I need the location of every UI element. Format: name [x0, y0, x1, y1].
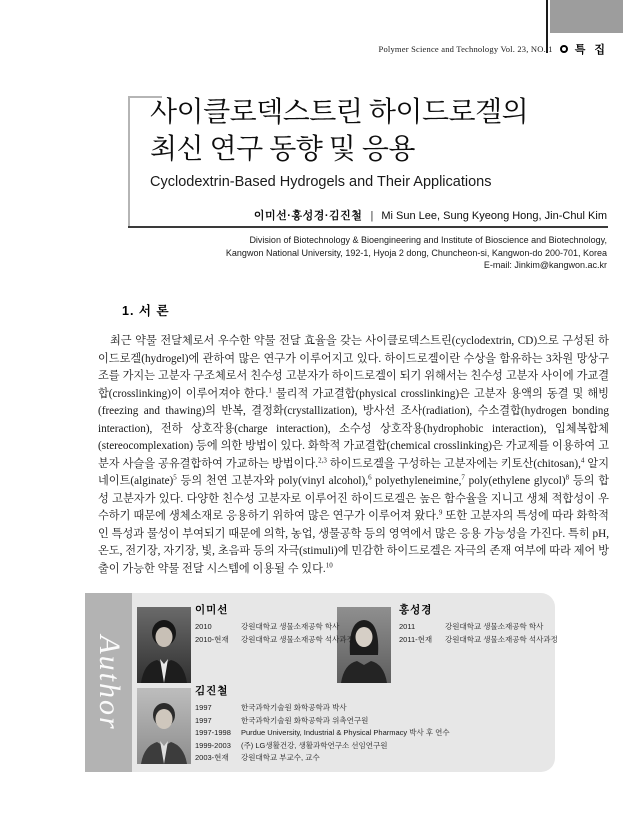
author-history-row [399, 634, 558, 647]
reference-superscript: 10 [325, 560, 333, 569]
history-year: 2011-현재 [399, 634, 433, 644]
reference-superscript: 1 [268, 385, 272, 394]
history-year: 1997 [195, 715, 212, 725]
affiliation [226, 234, 607, 272]
author-history-rows [195, 702, 450, 765]
author-history-row [195, 752, 450, 765]
history-description: (주) LG생활건강, 생활과학연구소 선임연구원 [241, 740, 388, 750]
history-year: 2010 [195, 622, 212, 631]
reference-superscript: 9 [438, 508, 443, 517]
reference-superscript: 7 [461, 473, 465, 482]
history-description: 강원대학교 부교수, 교수 [241, 753, 320, 762]
section-heading-introduction: 1. 서 론 [122, 304, 170, 318]
author-name: 홍성경 [399, 604, 433, 616]
history-year: 1999-2003 [195, 740, 231, 750]
history-description: 한국과학기술원 화학공학과 위촉연구원 [241, 715, 369, 725]
reference-superscript: 5 [173, 473, 177, 482]
author-bio-1 [195, 602, 354, 646]
history-year: 2011 [399, 622, 416, 631]
author-name: 이미선 [195, 604, 229, 616]
author-name: 김진철 [195, 685, 229, 697]
author-bio-2 [399, 602, 558, 646]
author-sidebar [85, 593, 132, 772]
corner-gray-box [550, 0, 623, 33]
history-description: 강원대학교 생물소재공학 석사과정 [241, 634, 354, 644]
reference-superscript: 2,3 [318, 455, 327, 464]
history-description: Purdue University, Industrial & Physical Pharmacy 박사 후 연수 [241, 728, 450, 737]
page-header [379, 41, 608, 57]
article-title-line1: 사이클로덱스트린 하이드로겔의 [150, 97, 529, 128]
author-bio-3 [195, 683, 450, 765]
affiliation-line1: Division of Biotechnology & Bioengineering and Institute of Bioscience and Biotechnology, [249, 235, 607, 245]
history-year: 1997-1998 [195, 728, 231, 737]
history-year: 2003-현재 [195, 753, 229, 762]
reference-superscript: 8 [565, 473, 570, 482]
reference-superscript: 6 [368, 473, 372, 482]
author-photo-1 [137, 607, 191, 683]
author-history-row [399, 621, 558, 634]
affiliation-email: E-mail: Jinkim@kangwon.ac.kr [483, 260, 607, 270]
author-history-row [195, 715, 450, 728]
author-history-rows [399, 621, 558, 646]
history-description: 강원대학교 생물소재공학 석사과정 [445, 634, 558, 644]
history-year: 1997 [195, 703, 212, 712]
history-description: 한국과학기술원 화학공학과 박사 [241, 703, 347, 712]
author-history-row [195, 634, 354, 647]
authors-korean: 이미선·홍성경·김진철 [253, 210, 363, 222]
author-history-rows [195, 621, 354, 646]
authors-english: Mi Sun Lee, Sung Kyeong Hong, Jin-Chul Kim [381, 210, 607, 222]
title-block-rule [128, 226, 608, 228]
reference-superscript: 4 [580, 455, 585, 464]
author-photo-3 [137, 688, 191, 764]
affiliation-line2: Kangwon National University, 192-1, Hyoja 2 dong, Chuncheon-si, Kangwon-do 200-701, Korea [225, 247, 607, 258]
author-history-row [195, 702, 450, 715]
introduction-paragraph: 최근 약물 전달체로서 우수한 약물 전달 효율을 갖는 사이클로덱스트린(cyclodextrin, CD)으로 구성된 하이드로겔(hydrogel)에 관하여 많은 연구가 이루어지고 있다. 하이드로겔이란 수상을 함유하는 3차원 망상구조를 가지는 고분자 구조체로서 친수성 고분자가 하이드로겔이 되기 위해서는 친수성 고분자 사이에 가교결합(crosslinking)이 이루어져야 한다.$^1$ 물리적 가교결합(physical crosslinking)은 고분자 용액의 동결 및 해빙(freezing and thawing)의 반복, 결정화(crystallization), 방사선 조사(radiation), 수소결합(hydrogen bonding interaction), 전하 상호작용(charge interaction), 소수성 상호작용(hydrophobic interaction), 입체복합체(stereocomplexation) 등에 의한 방법이 있다. 화학적 가교결합(chemical crosslinking)은 가교제를 이용하여 고분자 사슬을 공유결합하여 가교하는 방법이다.$^{2,3}$ 하이드로겔을 구성하는 고분자에는 키토산(chitosan),$^4$ 알지네이트(alginate)$^5$ 등의 천연 고분자와 poly(vinyl alcohol),$^6$ polyethyleneimine,$^7$ poly(ethylene glycol)$^8$ 등의 합성 고분자가 있다. 다양한 친수성 고분자로 이루어진 하이드로겔은 높은 함수율을 지니고 생체 적합성이 우수하기 때문에 생체소재로 응용하기 위하여 많은 연구가 이루어져 왔다.$^9$ 또한 고분자의 특성에 따라 화학적인 특성과 물성이 부여되기 때문에 의학, 농업, 생물공학 등의 영역에서 많은 응용 가능성을 가진다. 특히 pH, 온도, 전기장, 자기장, 빛, 초음파 등의 자극(stimuli)에 민감한 하이드로겔은 자극의 존재 여부에 따라 제어 방출이 가능한 약물 전달 시스템에 이용될 수 있다.$^{10}$ [98, 335, 609, 575]
author-sidebar-label: Author [92, 634, 126, 731]
special-issue-badge: 특 집 [574, 44, 608, 56]
author-history-row [195, 727, 450, 740]
history-description: 강원대학교 생물소재공학 학사 [445, 622, 544, 631]
title-bracket-left [128, 96, 130, 228]
history-year: 2010-현재 [195, 634, 229, 644]
special-issue-bullet-icon [560, 45, 568, 53]
article-title-english: Cyclodextrin-Based Hydrogels and Their Applications [150, 174, 492, 190]
article-title-line2: 최신 연구 동향 및 응용 [150, 134, 415, 165]
article-title-korean [150, 94, 590, 168]
author-history-row [195, 740, 450, 753]
history-description: 강원대학교 생물소재공학 학사 [241, 622, 340, 631]
author-history-row [195, 621, 354, 634]
authors-divider: | [370, 210, 374, 222]
authors-line [254, 207, 607, 223]
journal-volume-label: Polymer Science and Technology Vol. 23, NO. 1 [378, 44, 553, 54]
